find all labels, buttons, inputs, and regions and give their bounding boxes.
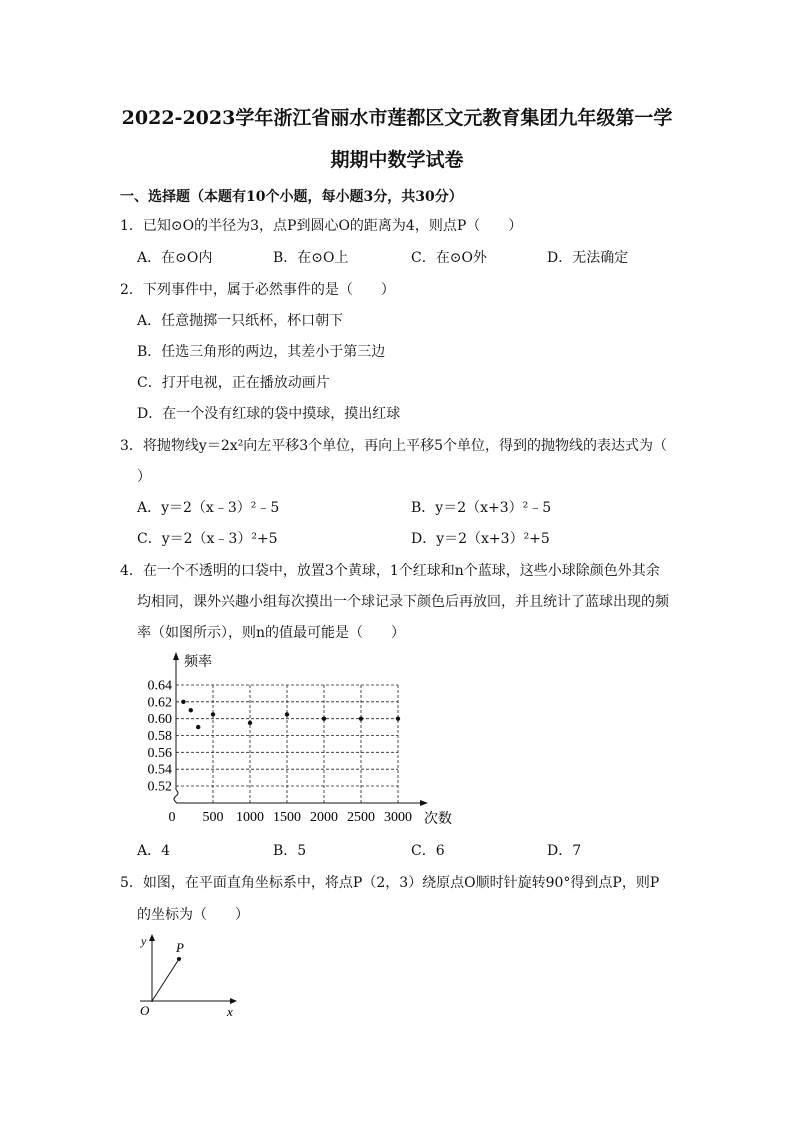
question-1-stem: 1．已知⊙O的半径为3，点P到圆心O的距离为4，则点P（ ）: [120, 218, 523, 234]
data-point: [196, 725, 200, 729]
question-3-stem-line2: ）: [137, 469, 151, 485]
x-axis-arrow: [420, 800, 428, 806]
q2-option-d: D．在一个没有红球的袋中摸球，摸出红球: [137, 406, 401, 422]
data-point: [181, 700, 185, 704]
point-p: [177, 957, 181, 961]
y-tick-label: 0.62: [147, 695, 172, 711]
paper-title-line2: 期期中数学试卷: [330, 149, 464, 171]
data-point: [322, 716, 326, 720]
section-heading: 一、选择题（本题有10个小题，每小题3分，共30分）: [120, 189, 463, 205]
q2-option-c: C．打开电视，正在播放动画片: [137, 375, 330, 391]
x-tick-label: 1000: [236, 810, 264, 825]
data-point: [285, 712, 289, 716]
x-axis-label: x: [227, 1004, 233, 1019]
question-5-stem-line2: 的坐标为（ ）: [137, 907, 249, 923]
q4-option-c: C．6: [411, 843, 445, 859]
y-axis-label: y: [141, 934, 147, 948]
q4-option-d: D．7: [547, 843, 582, 859]
x-tick-label: 3000: [384, 810, 412, 825]
question-4-stem-line1: 4．在一个不透明的口袋中，放置3个黄球，1个红球和n个蓝球，这些小球除颜色外其余: [120, 563, 660, 579]
x-tick-label: 2000: [310, 810, 338, 825]
x-axis-title: 次数: [424, 812, 452, 827]
q1-option-d: D．无法确定: [547, 250, 629, 266]
data-point: [248, 721, 252, 725]
segment-op: [152, 959, 179, 1001]
x-tick-label: 0: [168, 810, 176, 825]
q2-option-b: B．任选三角形的两边，其差小于第三边: [137, 344, 386, 360]
q4-option-a: A．4: [137, 843, 171, 859]
q1-option-a: A．在⊙O内: [137, 250, 213, 266]
y-axis-arrow: [173, 652, 179, 660]
paper-title-line1: 2022-2023学年浙江省丽水市莲都区文元教育集团九年级第一学: [121, 107, 673, 129]
q3-option-c: C．y＝2（x﹣3）²+5: [137, 531, 278, 547]
origin-label: O: [140, 1003, 150, 1018]
y-tick-label: 0.56: [147, 745, 172, 761]
question-5-stem-line1: 5．如图，在平面直角坐标系中，将点P（2，3）绕原点O顺时针旋转90°得到点P，则P: [120, 875, 660, 891]
question-4-stem-line3: 率（如图所示），则n的值最可能是（ ）: [137, 625, 406, 641]
y-axis-break: [174, 790, 178, 803]
y-tick-label: 0.60: [147, 712, 172, 728]
x-tick-label: 2500: [347, 810, 375, 825]
question-2-stem: 2．下列事件中，属于必然事件的是（ ）: [120, 282, 395, 298]
coordinate-figure: [135, 930, 245, 1025]
question-4-stem-line2: 均相同，课外兴趣小组每次摸出一个球记录下颜色后再放回，并且统计了蓝球出现的频: [137, 594, 669, 610]
y-axis-title: 频率: [184, 655, 212, 670]
y-tick-label: 0.54: [147, 762, 172, 778]
y-tick-label: 0.64: [147, 678, 172, 694]
data-point: [359, 716, 363, 720]
frequency-chart: [130, 648, 460, 833]
q4-option-b: B．5: [273, 843, 307, 859]
question-3-stem-line1: 3．将抛物线y＝2x²向左平移3个单位，再向上平移5个单位，得到的抛物线的表达式为（: [120, 438, 668, 454]
y-tick-label: 0.58: [147, 729, 172, 744]
x-tick-label: 500: [202, 810, 224, 825]
y-axis-arrow: [149, 934, 155, 941]
x-tick-label: 1500: [273, 810, 301, 825]
data-point: [396, 716, 400, 720]
q2-option-a: A．任意抛掷一只纸杯，杯口朝下: [137, 313, 344, 329]
q1-option-c: C．在⊙O外: [411, 250, 487, 266]
q3-option-b: B．y＝2（x+3）²﹣5: [411, 500, 552, 516]
y-tick-label: 0.52: [147, 779, 172, 795]
data-point: [189, 708, 193, 712]
data-point: [211, 712, 215, 716]
point-p-label: P: [176, 940, 184, 955]
q3-option-d: D．y＝2（x+3）²+5: [411, 531, 550, 547]
q1-option-b: B．在⊙O上: [273, 250, 349, 266]
q3-option-a: A．y＝2（x﹣3）²﹣5: [137, 500, 280, 516]
